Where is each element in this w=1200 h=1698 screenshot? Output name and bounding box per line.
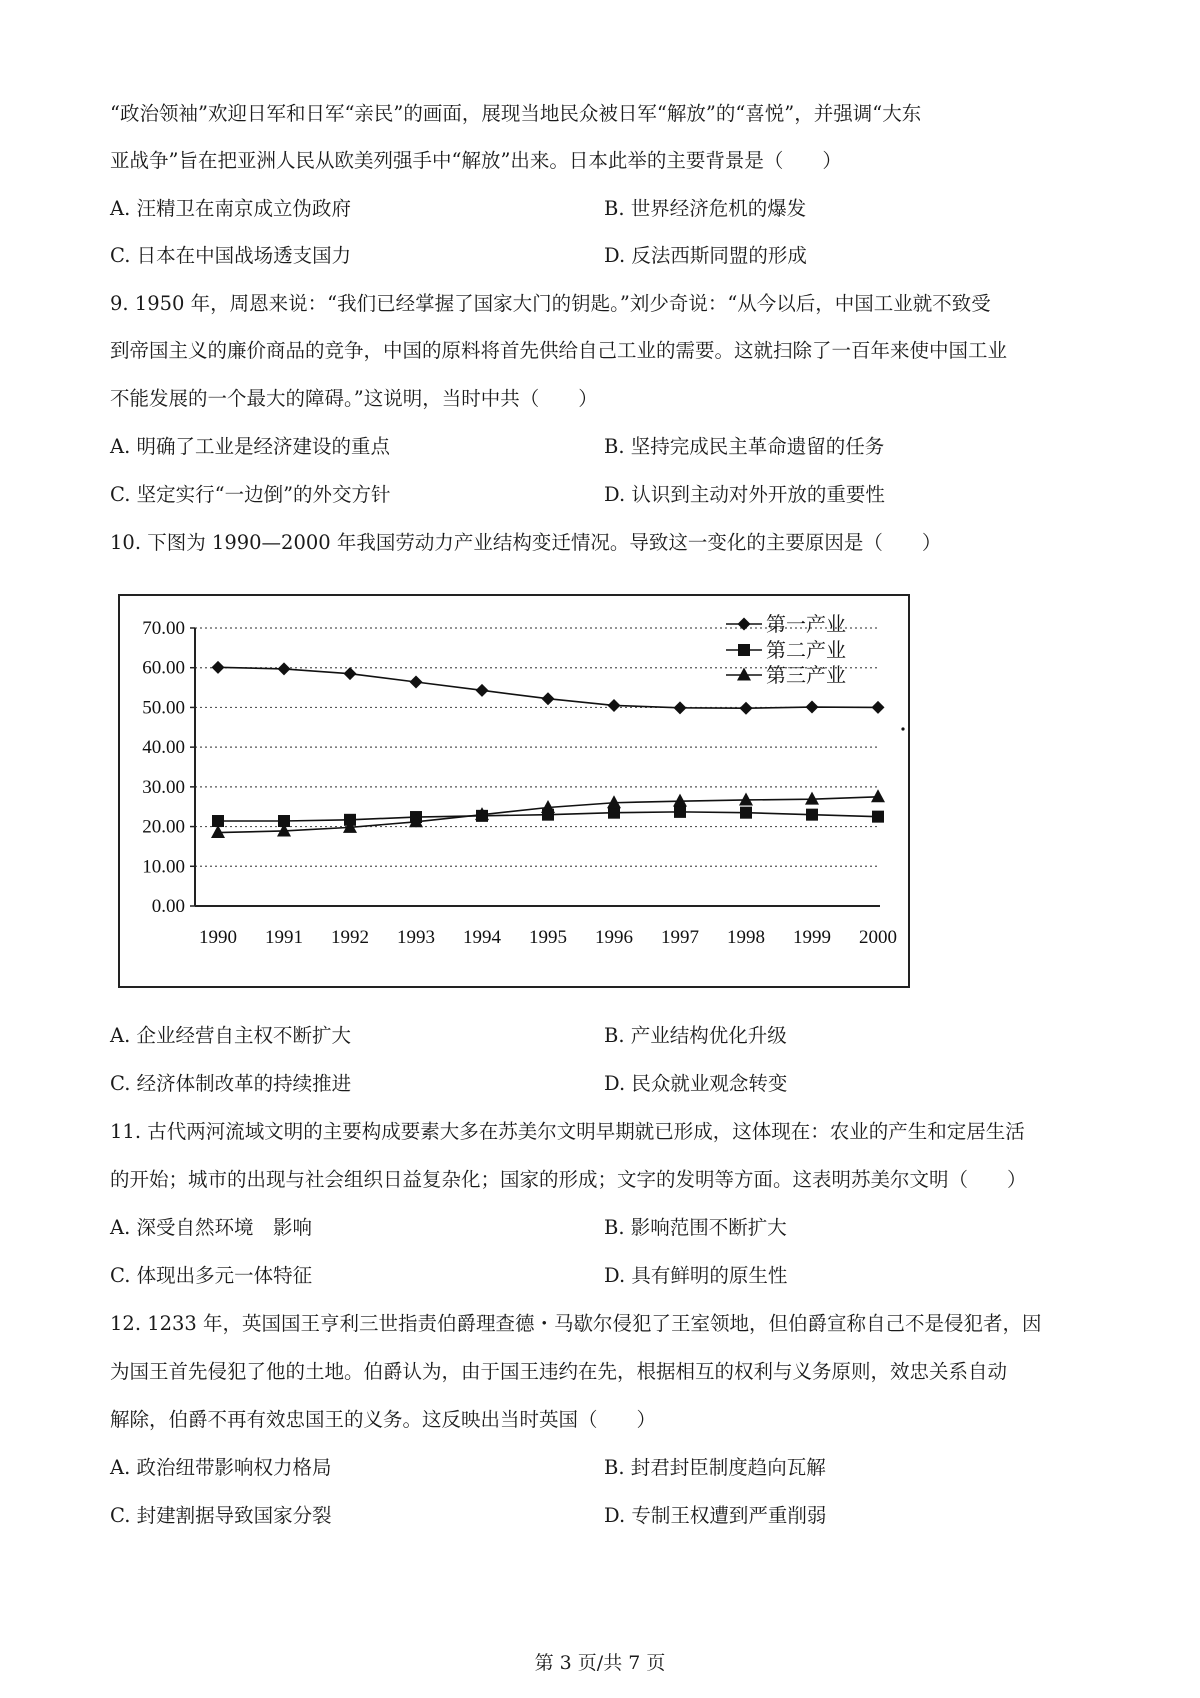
- q10-option-b: B. 产业结构优化升级: [604, 1024, 787, 1047]
- data-point-square: [806, 809, 818, 821]
- x-tick-label: 2000: [859, 927, 897, 948]
- chart-svg: [120, 596, 908, 986]
- data-point-diamond: [674, 701, 687, 714]
- q11-text-line-1: 11. 古代两河流域文明的主要构成要素大多在苏美尔文明早期就已形成，这体现在：农业的产生和定居生活: [110, 1120, 1025, 1143]
- x-tick-label: 1999: [793, 927, 831, 948]
- page-footer: 第 3 页/共 7 页: [534, 1652, 666, 1674]
- q11-text-line-2: 的开始；城市的出现与社会组织日益复杂化；国家的形成；文字的发明等方面。这表明苏美尔文明（ ）: [110, 1168, 1027, 1191]
- q9-text-line-3: 不能发展的一个最大的障碍。”这说明，当时中共（ ）: [110, 387, 598, 410]
- x-tick-label: 1994: [463, 927, 501, 948]
- data-point-triangle: [673, 794, 687, 807]
- legend-label: 第二产业: [766, 638, 846, 662]
- q9-option-c: C. 坚定实行“一边倒”的外交方针: [110, 483, 391, 506]
- data-point-diamond: [212, 661, 225, 674]
- q12-option-a: A. 政治纽带影响权力格局: [110, 1456, 332, 1479]
- data-point-triangle: [871, 789, 885, 802]
- y-tick-label: 40.00: [142, 737, 185, 759]
- data-point-triangle: [739, 792, 753, 805]
- q11-option-b: B. 影响范围不断扩大: [604, 1216, 787, 1239]
- data-point-square: [740, 807, 752, 819]
- data-point-diamond: [608, 699, 621, 712]
- x-tick-label: 1996: [595, 927, 633, 948]
- x-tick-label: 1998: [727, 927, 765, 948]
- y-tick-label: 0.00: [151, 896, 185, 917]
- q12-text-line-1: 12. 1233 年，英国国王亨利三世指责伯爵理查德・马歇尔侵犯了王室领地，但伯爵宣称自己不是侵犯者，因: [110, 1312, 1042, 1335]
- x-tick-label: 1990: [199, 927, 237, 948]
- q12-option-b: B. 封君封臣制度趋向瓦解: [604, 1456, 826, 1479]
- data-point-diamond: [344, 667, 357, 680]
- y-tick-label: 30.00: [142, 776, 185, 798]
- q9-text-line-2: 到帝国主义的廉价商品的竞争，中国的原料将首先供给自己工业的需要。这就扫除了一百年来使中国工业: [110, 339, 1008, 362]
- data-point-diamond: [410, 676, 423, 689]
- x-tick-label: 1995: [529, 927, 567, 948]
- data-point-diamond: [740, 702, 753, 715]
- legend-marker-diamond: [738, 618, 751, 631]
- y-tick-label: 50.00: [142, 697, 185, 719]
- x-tick-label: 1991: [265, 927, 303, 948]
- q9-text-line-1: 9. 1950 年，周恩来说：“我们已经掌握了国家大门的钥匙。”刘少奇说：“从今以后，中国工业就不致受: [110, 292, 991, 315]
- q11-option-a: A. 深受自然环境 影响: [110, 1216, 312, 1239]
- q10-option-c: C. 经济体制改革的持续推进: [110, 1072, 352, 1095]
- x-tick-label: 1997: [661, 927, 699, 948]
- data-point-diamond: [806, 701, 819, 714]
- q9-option-d: D. 认识到主动对外开放的重要性: [604, 483, 885, 506]
- labor-structure-chart: [118, 594, 910, 988]
- y-tick-label: 60.00: [142, 657, 185, 679]
- q12-option-c: C. 封建割据导致国家分裂: [110, 1504, 332, 1527]
- data-point-diamond: [872, 701, 885, 714]
- q8-text-line-2: 亚战争”旨在把亚洲人民从欧美列强手中“解放”出来。日本此举的主要背景是（ ）: [110, 149, 842, 172]
- q9-option-b: B. 坚持完成民主革命遗留的任务: [604, 435, 885, 458]
- data-point-diamond: [278, 662, 291, 675]
- q11-option-d: D. 具有鲜明的原生性: [604, 1264, 788, 1287]
- data-point-square: [674, 806, 686, 818]
- legend-marker-square: [738, 644, 750, 656]
- q10-option-a: A. 企业经营自主权不断扩大: [110, 1024, 351, 1047]
- data-point-square: [608, 807, 620, 819]
- q12-text-line-2: 为国王首先侵犯了他的土地。伯爵认为，由于国王违约在先，根据相互的权利与义务原则，效忠关系自动: [110, 1360, 1008, 1383]
- data-point-diamond: [476, 684, 489, 697]
- stray-dot: [901, 727, 904, 730]
- data-point-triangle: [805, 792, 819, 805]
- data-point-diamond: [542, 692, 555, 705]
- data-point-square: [872, 811, 884, 823]
- y-tick-label: 10.00: [142, 856, 185, 878]
- q12-option-d: D. 专制王权遭到严重削弱: [604, 1504, 827, 1527]
- q8-option-d: D. 反法西斯同盟的形成: [604, 244, 807, 267]
- q9-option-a: A. 明确了工业是经济建设的重点: [110, 435, 390, 458]
- y-tick-label: 20.00: [142, 816, 185, 838]
- legend-marker-triangle: [737, 668, 751, 681]
- q11-option-c: C. 体现出多元一体特征: [110, 1264, 313, 1287]
- data-point-triangle: [607, 795, 621, 808]
- q10-text-line-1: 10. 下图为 1990—2000 年我国劳动力产业结构变迁情况。导致这一变化的主要原因是（ ）: [110, 531, 942, 554]
- q10-option-d: D. 民众就业观念转变: [604, 1072, 788, 1095]
- legend-label: 第三产业: [766, 663, 846, 687]
- legend-label: 第一产业: [766, 612, 846, 636]
- q8-option-b: B. 世界经济危机的爆发: [604, 197, 807, 220]
- y-tick-label: 70.00: [142, 618, 185, 639]
- q8-option-c: C. 日本在中国战场透支国力: [110, 244, 352, 267]
- q8-option-a: A. 汪精卫在南京成立伪政府: [110, 197, 351, 220]
- x-tick-label: 1992: [331, 927, 369, 948]
- q8-text-line-1: “政治领袖”欢迎日军和日军“亲民”的画面，展现当地民众被日军“解放”的“喜悦”，并强调“大东: [110, 102, 922, 125]
- q12-text-line-3: 解除，伯爵不再有效忠国王的义务。这反映出当时英国（ ）: [110, 1408, 657, 1431]
- x-tick-label: 1993: [397, 927, 435, 948]
